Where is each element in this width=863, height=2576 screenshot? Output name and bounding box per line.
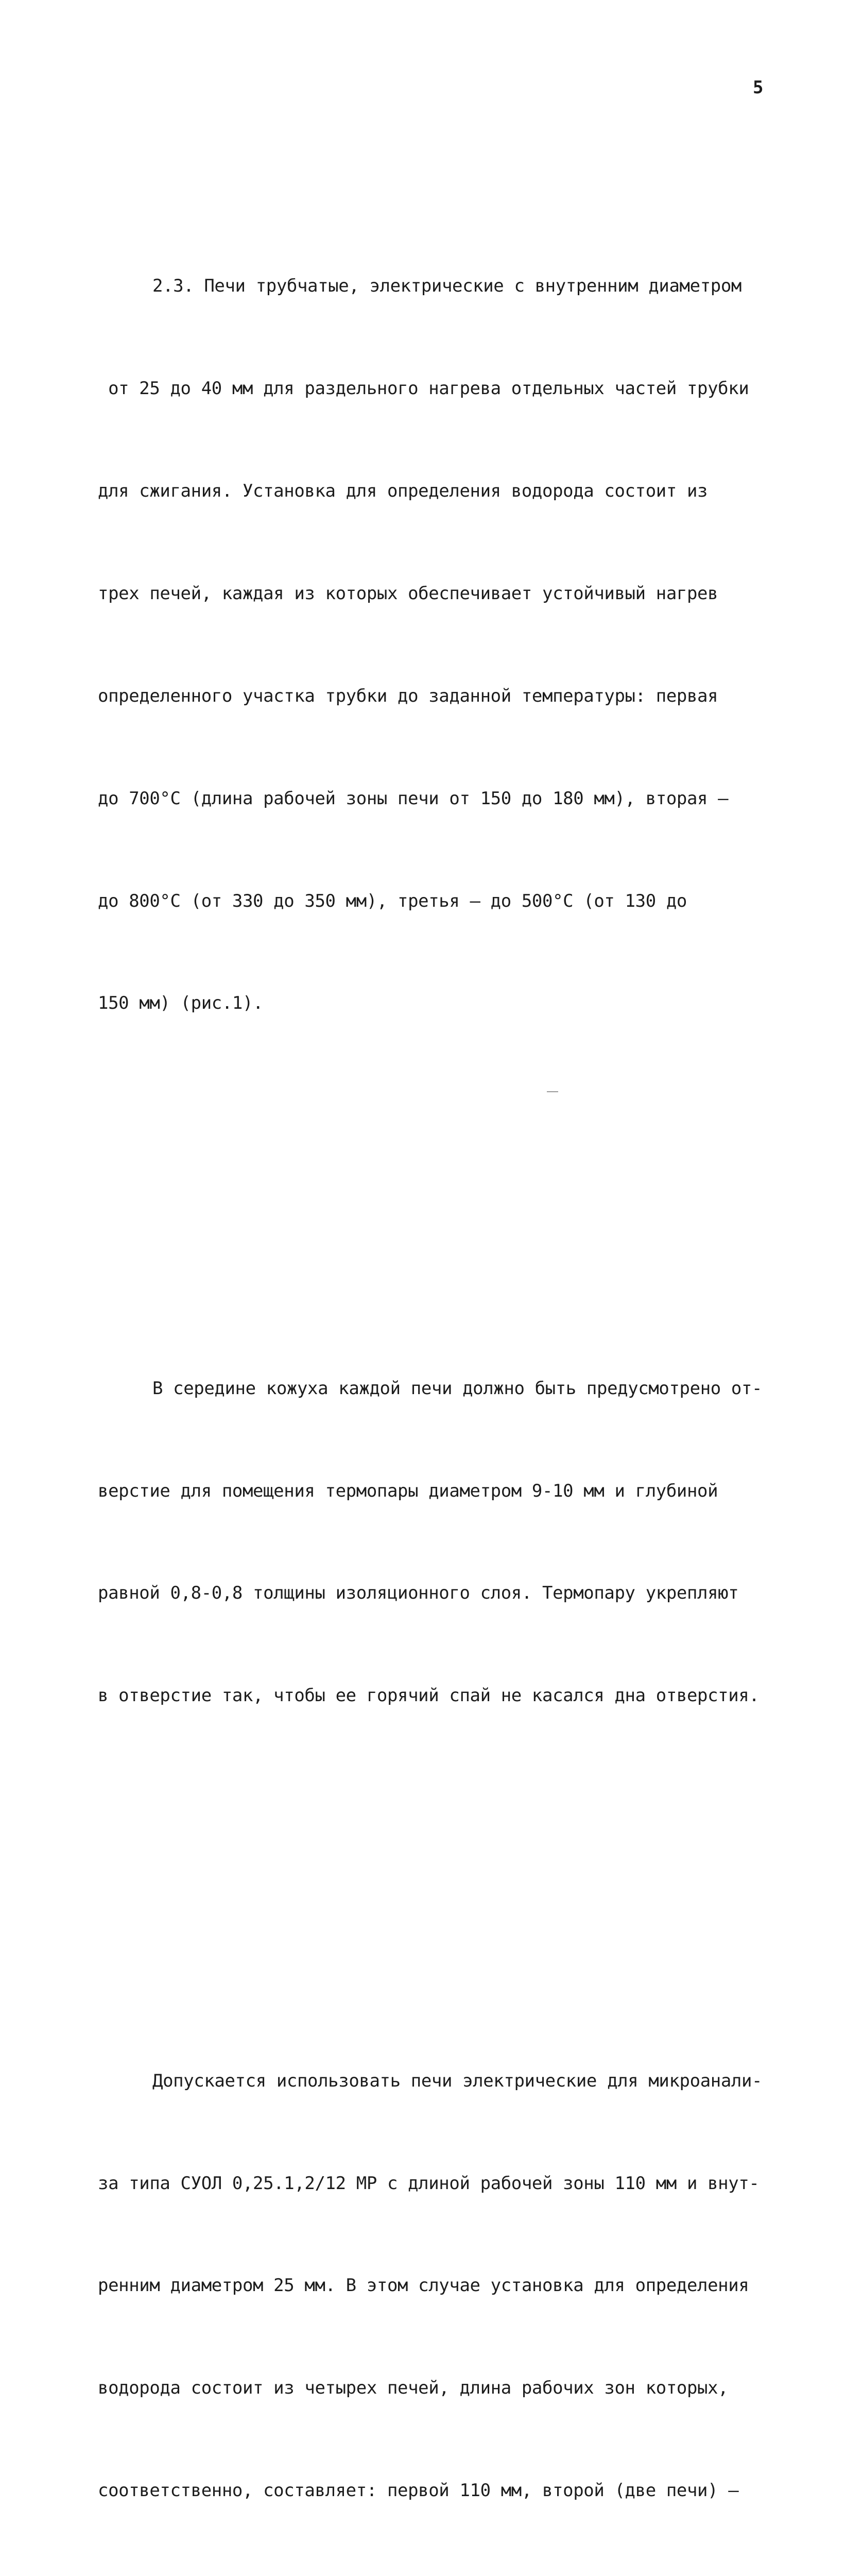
paragraph-microanalysis xyxy=(98,1995,798,2576)
text-line: В середине кожуха каждой печи должно быть предусмотрено от- xyxy=(152,1378,763,1399)
text-line: ренним диаметром 25 мм. В этом случае установка для определения xyxy=(98,2275,749,2296)
text-line: равной 0,8-0,8 толщины изоляционного слоя. Термопару укрепляют xyxy=(98,1583,739,1604)
text-line: Допускается использовать печи электрические для микроанали- xyxy=(152,2070,763,2091)
text-line: верстие для помещения термопары диаметром 9-10 мм и глубиной xyxy=(98,1480,718,1501)
text-line: соответственно, составляет: первой 110 мм, второй (две печи) – xyxy=(98,2480,739,2501)
paragraph-2-3 xyxy=(98,201,798,1089)
text-line: 150 мм) (рис.1). xyxy=(98,993,264,1014)
page-number: 5 xyxy=(753,77,764,98)
page-body xyxy=(98,132,798,2576)
scan-mark xyxy=(547,1091,558,1092)
text-line: водорода состоит из четырех печей, длина рабочих зон которых, xyxy=(98,2378,729,2399)
text-line: за типа СУОЛ 0,25.1,2/12 МР с длиной рабочей зоны 110 мм и внут- xyxy=(98,2173,760,2194)
text-line: 2.3. Печи трубчатые, электрические с внутренним диаметром xyxy=(152,276,741,297)
paragraph-gap xyxy=(98,1884,798,1893)
text-line: от 25 до 40 мм для раздельного нагрева отдельных частей трубки xyxy=(98,378,749,399)
paragraph-thermocouple xyxy=(98,1303,798,1781)
text-line: до 800°С (от 330 до 350 мм), третья – до 500°С (от 130 до xyxy=(98,890,687,911)
text-line: для сжигания. Установка для определения водорода состоит из xyxy=(98,480,708,501)
text-line: трех печей, каждая из которых обеспечивает устойчивый нагрев xyxy=(98,583,718,604)
text-line: до 700°С (длина рабочей зоны печи от 150 до 180 мм), вторая – xyxy=(98,788,729,809)
text-line: в отверстие так, чтобы ее горячий спай не касался дна отверстия. xyxy=(98,1685,760,1706)
text-line: определенного участка трубки до заданной температуры: первая xyxy=(98,685,718,706)
paragraph-gap xyxy=(98,1191,798,1200)
